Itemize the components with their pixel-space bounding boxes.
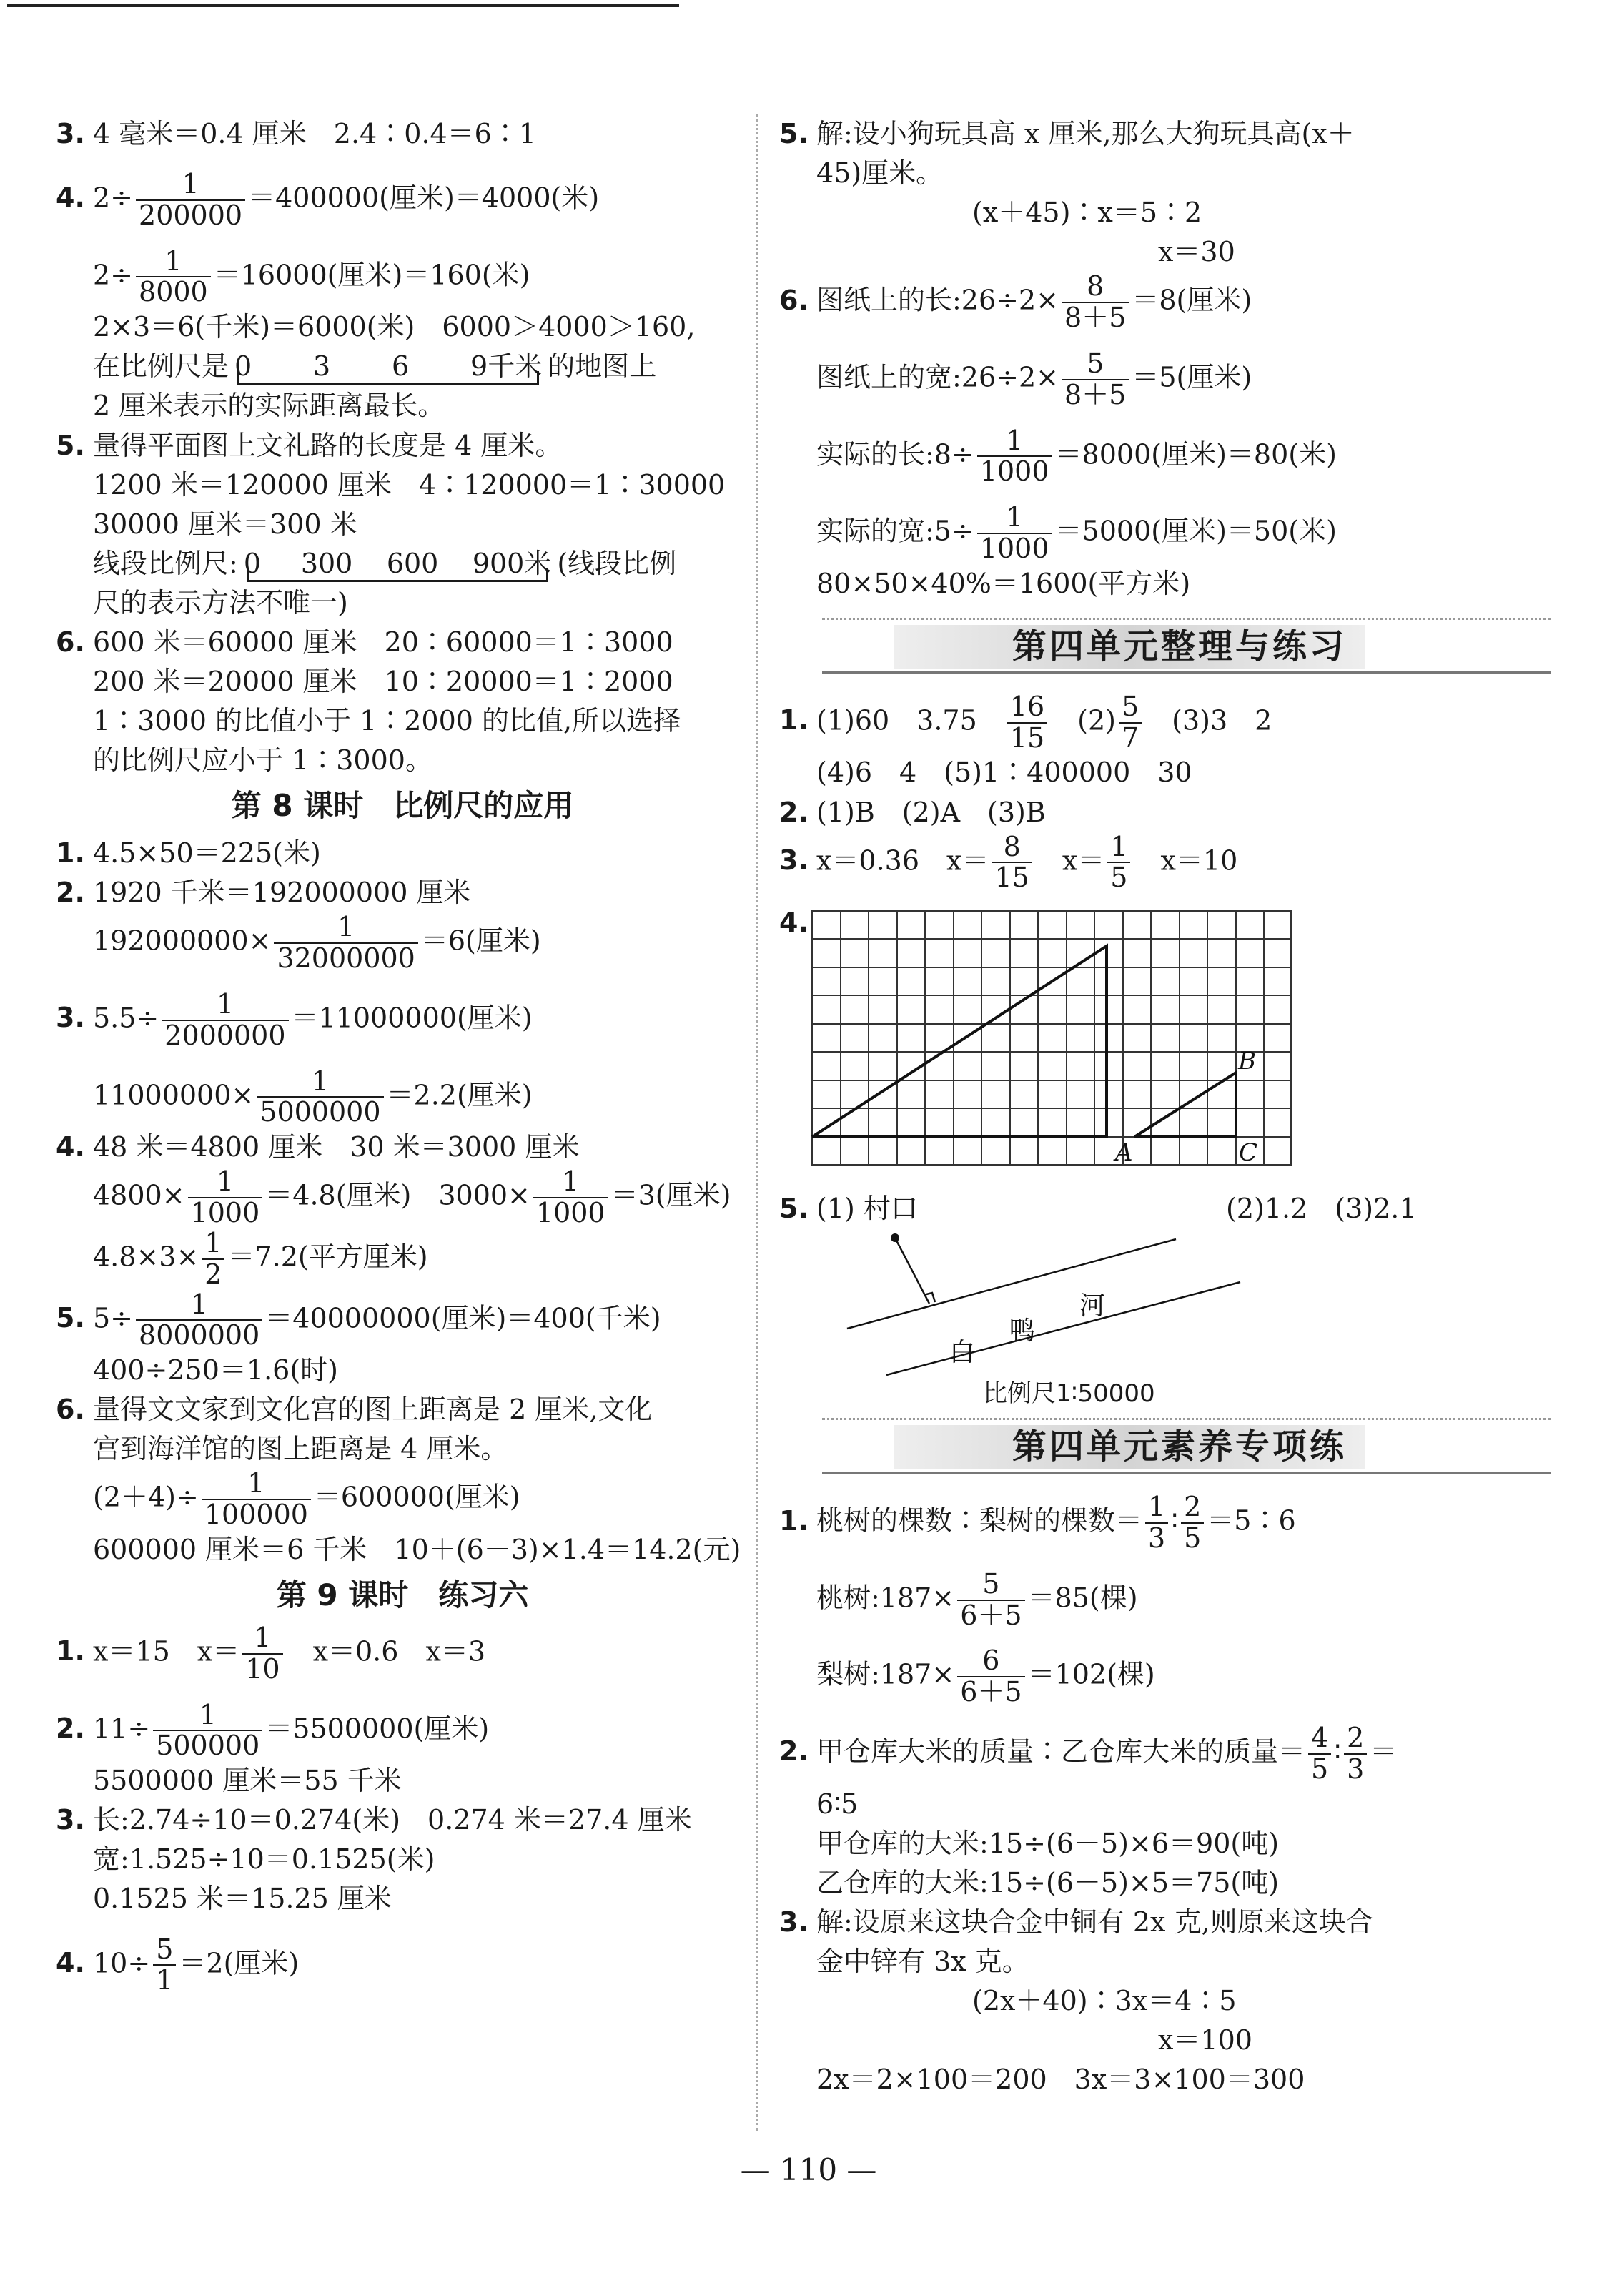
scale-caption: 比例尺1∶50000 — [983, 1379, 1155, 1409]
fraction: $\frac{1}{2000000}$ — [162, 990, 288, 1051]
left-column — [56, 114, 749, 1996]
fraction: $\frac{2}{5}$ — [1181, 1492, 1204, 1554]
l8-answer-5-line2: 400÷250＝1.6(时) — [93, 1354, 338, 1386]
fraction: $\frac{2}{3}$ — [1344, 1723, 1367, 1785]
l9-answer-3-line3: 0.1525 米＝15.25 厘米 — [93, 1883, 392, 1915]
l8-answer-3-line2: 11000000× $\frac{1}{5000000}$ ＝2.2(厘米) — [93, 1065, 533, 1128]
river-sketch — [844, 1225, 1244, 1382]
answer-4-line5: 2 厘米表示的实际距离最长。 — [93, 390, 445, 422]
fraction: $\frac{1}{1000}$ — [533, 1167, 608, 1228]
answer-5-line5: 尺的表示方法不唯一) — [93, 586, 348, 619]
l8-answer-5-line1: 5 . 5÷ $\frac{1}{8000000}$ ＝40000000(厘米)＝400(千米) — [56, 1290, 749, 1351]
l8-answer-6-line3: (2＋4)÷ $\frac{1}{100000}$ ＝600000(厘米) — [93, 1467, 520, 1531]
answer-5-line3: 30000 厘米＝300 米 — [93, 508, 357, 540]
s-answer-3-line5: 2x＝2×100＝200 3x＝3×100＝300 — [816, 2064, 1305, 2096]
s-answer-1-line1: 1 . 桃树的棵数∶梨树的棵数＝ $\frac{1}{3}$ ∶ $\frac{2}{5}$ ＝5∶6 — [779, 1492, 1580, 1554]
l8-answer-2-line1: 2 . 1920 千米＝192000000 厘米 — [56, 873, 749, 912]
answer-5-line2: 1200 米＝120000 厘米 4∶120000＝1∶30000 — [93, 468, 726, 501]
fraction: $\frac{5}{1}$ — [153, 1935, 176, 1996]
l8-answer-4-line3: 4.8×3× $\frac{1}{2}$ ＝7.2(平方厘米) — [93, 1226, 428, 1290]
river-bank-lower — [886, 1282, 1240, 1375]
fraction: $\frac{5}{8+5}$ — [1062, 349, 1129, 410]
answer-4-line1: 4 . 2÷ $\frac{1}{200000}$ ＝400000(厘米)＝4000(米) — [56, 169, 749, 231]
s-answer-2-line3: 甲仓库的大米:15÷(6－5)×6＝90(吨) — [816, 1827, 1280, 1859]
label-c: C — [1239, 1138, 1258, 1168]
answer-6-line4: 的比例尺应小于 1∶3000。 — [93, 744, 432, 777]
fraction: $\frac{1}{1000}$ — [188, 1167, 263, 1228]
l8-answer-6-line2: 宫到海洋馆的图上距离是 4 厘米。 — [93, 1433, 508, 1465]
unit-answer-1-line1: 1 . (1)60 3.75 $\frac{16}{15}$ (2) $\frac{5}{7}$ (3)3 2 — [779, 692, 1580, 754]
l8-answer-4-line2: 4800× $\frac{1}{1000}$ ＝4.8(厘米) 3000× $\frac{1}{1000}$ ＝3(厘米) — [93, 1166, 731, 1229]
answer-3: 3 . 4 毫米＝0.4 厘米 2.4∶0.4＝6∶1 — [56, 114, 749, 154]
l9-answer-2-line1: 2 . 11÷ $\frac{1}{500000}$ ＝5500000(厘米) — [56, 1700, 749, 1762]
fraction: $\frac{1}{10}$ — [242, 1623, 282, 1685]
answer-5-line4: 线段比例尺: 0 300 600 900米 (线段比例 — [56, 544, 749, 583]
fraction: $\frac{5}{6+5}$ — [957, 1570, 1024, 1631]
page-number: — 110 — — [740, 2152, 877, 2187]
svg-text:鸭: 鸭 — [1009, 1316, 1036, 1346]
lesson-9-title: 第 9 课时 练习六 — [276, 1577, 529, 1613]
unit-answer-4: 4 . A B C — [779, 903, 1580, 1175]
unit-answer-3: 3 . x＝0.36 x＝ $\frac{8}{15}$ x＝ $\frac{1}{5}$ x＝10 — [779, 832, 1580, 894]
s-answer-2-line4: 乙仓库的大米:15÷(6－5)×5＝75(吨) — [816, 1866, 1280, 1898]
lesson-8-title: 第 8 课时 比例尺的应用 — [231, 788, 574, 824]
l8-answer-2-line2: 192000000× $\frac{1}{32000000}$ ＝6(厘米) — [93, 911, 541, 975]
answer-6-line2: 200 米＝20000 厘米 10∶20000＝1∶2000 — [93, 666, 673, 698]
l9-answer-3-line2: 宽:1.525÷10＝0.1525(米) — [93, 1843, 435, 1876]
r-answer-6-line3: 实际的长:8÷ $\frac{1}{1000}$ ＝8000(厘米)＝80(米) — [816, 424, 1337, 488]
fraction: $\frac{4}{5}$ — [1308, 1723, 1331, 1785]
fraction: $\frac{1}{32000000}$ — [274, 912, 417, 974]
fraction: $\frac{1}{200000}$ — [136, 169, 245, 231]
column-divider — [756, 114, 758, 2131]
r-answer-6-line2: 图纸上的宽:26÷2× $\frac{5}{8+5}$ ＝5(厘米) — [816, 347, 1252, 410]
answer-6-line1: 6 . 600 米＝60000 厘米 20∶60000＝1∶3000 — [56, 623, 749, 662]
l9-answer-3-line1: 3 . 长:2.74÷10＝0.274(米) 0.274 米＝27.4 厘米 — [56, 1800, 749, 1840]
right-column — [779, 114, 1580, 2099]
unit-answer-1-line2: (4)6 4 (5)1∶400000 30 — [816, 757, 1192, 789]
unit-answer-2: 2 . (1)B (2)A (3)B — [779, 793, 1580, 832]
fraction: $\frac{1}{8000000}$ — [136, 1290, 262, 1351]
label-a: A — [1115, 1138, 1133, 1168]
l8-answer-3-line1: 3 . 5.5÷ $\frac{1}{2000000}$ ＝11000000(厘米) — [56, 990, 749, 1051]
answer-6-line3: 1∶3000 的比值小于 1∶2000 的比值,所以选择 — [93, 705, 681, 737]
l8-answer-1: 1 . 4.5×50＝225(米) — [56, 834, 749, 873]
r-answer-5-line3: (x＋45)∶x＝5∶2 — [972, 197, 1202, 229]
river-bank-upper — [847, 1239, 1176, 1329]
l8-answer-6-line1: 6 . 量得文文家到文化宫的图上距离是 2 厘米,文化 — [56, 1390, 749, 1429]
fraction: $\frac{1}{5}$ — [1107, 832, 1130, 894]
label-b: B — [1238, 1047, 1256, 1076]
fraction: $\frac{16}{15}$ — [1007, 692, 1047, 754]
r-answer-5-line2: 45)厘米。 — [816, 157, 944, 189]
unit-answer-5: 5 . (1) 村口 (2)1.2 (3)2.1 白 鸭 河 比例尺1∶50000 — [779, 1189, 1580, 1404]
r-answer-6-line5: 80×50×40%＝1600(平方米) — [816, 567, 1191, 599]
scale-bar-m: 0 300 600 900米 — [244, 544, 552, 583]
fraction: $\frac{8}{8+5}$ — [1062, 272, 1129, 333]
fraction: $\frac{1}{100000}$ — [202, 1469, 311, 1530]
top-rule — [7, 4, 679, 7]
small-triangle — [1134, 1073, 1236, 1137]
unit-practice-banner — [779, 1418, 1580, 1474]
fraction: $\frac{1}{8000}$ — [136, 247, 211, 308]
fraction: $\frac{1}{2}$ — [202, 1228, 224, 1290]
fraction: $\frac{6}{6+5}$ — [957, 1646, 1024, 1708]
s-answer-3-line1: 3 . 解:设原来这块合金中铜有 2x 克,则原来这块合 — [779, 1903, 1580, 1942]
answer-5-line1: 5 . 量得平面图上文礼路的长度是 4 厘米。 — [56, 426, 749, 465]
svg-text:白: 白 — [949, 1338, 976, 1368]
unit-review-title: 第四单元整理与练习 — [1012, 626, 1347, 666]
fraction: $\frac{1}{5000000}$ — [257, 1067, 383, 1128]
r-answer-6-line4: 实际的宽:5÷ $\frac{1}{1000}$ ＝5000(厘米)＝50(米) — [816, 501, 1337, 564]
fraction: $\frac{1}{1000}$ — [977, 426, 1052, 488]
unit-review-banner — [779, 618, 1580, 674]
answer-4-line2: 2÷ $\frac{1}{8000}$ ＝16000(厘米)＝160(米) — [93, 245, 530, 308]
s-answer-3-line3: (2x＋40)∶3x＝4∶5 — [972, 1985, 1237, 2017]
unit-practice-title: 第四单元素养专项练 — [1012, 1427, 1347, 1467]
l9-answer-4: 4 . 10÷ $\frac{5}{1}$ ＝2(厘米) — [56, 1935, 749, 1996]
l8-answer-4-line1: 4 . 48 米＝4800 厘米 30 米＝3000 厘米 — [56, 1128, 749, 1167]
fraction: $\frac{5}{7}$ — [1119, 692, 1142, 754]
s-answer-2-line2: 6∶5 — [816, 1788, 859, 1820]
s-answer-1-line2: 桃树:187× $\frac{5}{6+5}$ ＝85(棵) — [816, 1567, 1138, 1631]
s-answer-1-line3: 梨树:187× $\frac{6}{6+5}$ ＝102(棵) — [816, 1645, 1155, 1708]
grid-figure — [811, 910, 1297, 1168]
s-answer-3-line4: x＝100 — [1158, 2024, 1252, 2056]
fraction: $\frac{1}{1000}$ — [977, 503, 1052, 564]
answer-4-line4: 在比例尺是 0 3 6 9千米 的地图上 — [56, 347, 749, 386]
svg-text:河: 河 — [1079, 1291, 1106, 1321]
l9-answer-1: 1 . x＝15 x＝ $\frac{1}{10}$ x＝0.6 x＝3 — [56, 1623, 749, 1685]
village-point — [891, 1233, 899, 1242]
l8-answer-6-line4: 600000 厘米＝6 千米 10＋(6－3)×1.4＝14.2(元) — [93, 1534, 741, 1566]
fraction: $\frac{1}{500000}$ — [153, 1700, 262, 1762]
r-answer-5-line1: 5 . 解:设小狗玩具高 x 厘米,那么大狗玩具高(x＋ — [779, 114, 1580, 154]
s-answer-2-line1: 2 . 甲仓库大米的质量∶乙仓库大米的质量＝ $\frac{4}{5}$ ∶ $\frac{2}{3}$ ＝ — [779, 1723, 1580, 1785]
answer-4-line3: 2×3＝6(千米)＝6000(米) 6000＞4000＞160, — [93, 311, 696, 343]
scale-bar-km: 0 3 6 9千米 — [234, 347, 542, 386]
r-answer-6-line1: 6 . 图纸上的长:26÷2× $\frac{8}{8+5}$ ＝8(厘米) — [779, 272, 1580, 333]
fraction: $\frac{1}{3}$ — [1145, 1492, 1168, 1554]
r-answer-5-line4: x＝30 — [1158, 236, 1235, 268]
l9-answer-2-line2: 5500000 厘米＝55 千米 — [93, 1765, 402, 1797]
s-answer-3-line2: 金中锌有 3x 克。 — [816, 1945, 1029, 1977]
fraction: $\frac{8}{15}$ — [992, 832, 1032, 894]
